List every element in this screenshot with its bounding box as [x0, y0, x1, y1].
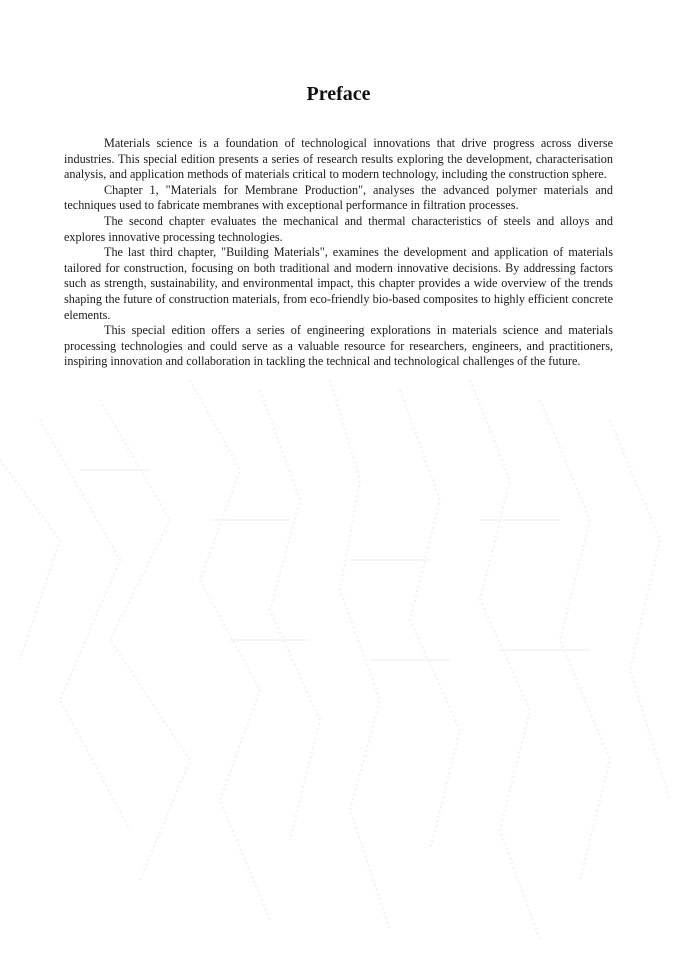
- preface-content: [64, 82, 613, 370]
- paragraph-chapter-3: The last third chapter, "Building Materials", examines the development and application of materials tailored for construction, focusing on both traditional and modern innovative decisions. By addressing factors such as strength, sustainability, and environmental impact, this chapter provides a wide overview of the trends shaping the future of construction materials, from eco-friendly bio-based composites to highly efficient concrete elements.: [64, 245, 613, 322]
- paragraph-introduction: Materials science is a foundation of technological innovations that drive progress across diverse industries. This special edition presents a series of research results exploring the development, characterisation analysis, and application methods of materials critical to modern technology, including the construction sphere.: [64, 136, 613, 182]
- paragraph-conclusion: This special edition offers a series of engineering explorations in materials science and materials processing technologies and could serve as a valuable resource for researchers, engineers, and practitioners, inspiring innovation and collaboration in tackling the technical and technological challenges of the future.: [64, 323, 613, 369]
- paragraph-chapter-2: The second chapter evaluates the mechanical and thermal characteristics of steels and alloys and explores innovative processing technologies.: [64, 213, 613, 244]
- page-title: Preface: [306, 83, 371, 105]
- paragraph-chapter-1: Chapter 1, "Materials for Membrane Production", analyses the advanced polymer materials and techniques used to fabricate membranes with exceptional performance in filtration processes.: [64, 182, 613, 213]
